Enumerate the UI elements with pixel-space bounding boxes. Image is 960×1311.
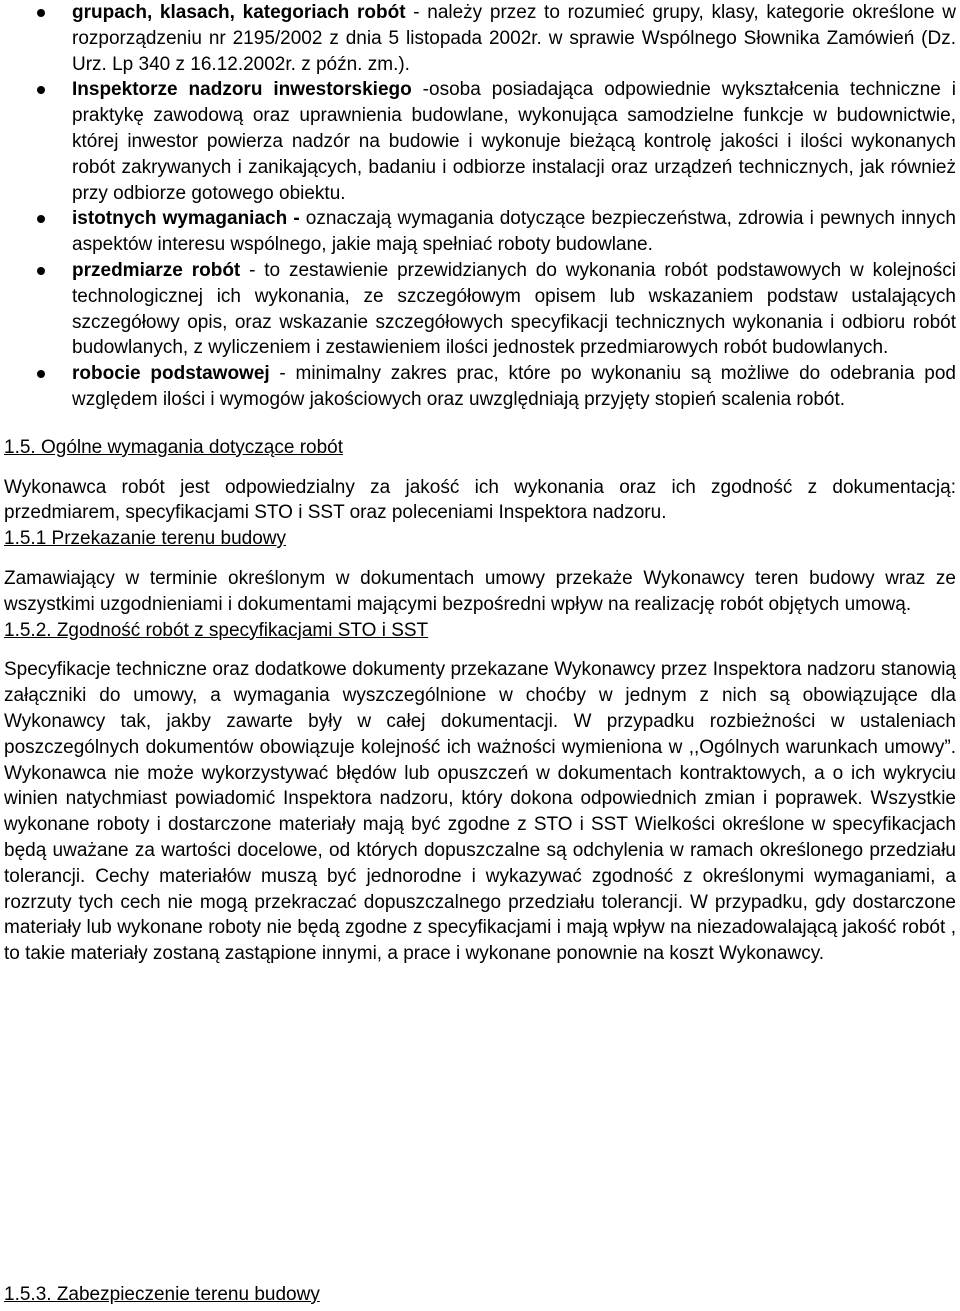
definitions-list — [4, 0, 956, 413]
section-body-1-5: Wykonawca robót jest odpowiedzialny za jakość ich wykonania oraz ich zgodność z dokumentacją: przedmiarem, specyfikacjami STO i SST oraz poleceniami Inspektora nadzoru. — [4, 476, 956, 524]
bullet-icon — [37, 86, 45, 94]
section-body-1-5-2: Specyfikacje techniczne oraz dodatkowe dokumenty przekazane Wykonawcy przez Inspektora nadzoru stanowią załączniki do umowy, a wymagania wyszczególnione w choćby w jednym z nich są obowiązujące dla Wykonawcy tak, jakby zawarte były w całej dokumentacji. W przypadku rozbieżności w ustaleniach poszczególnych dokumentów obowiązuje kolejność ich ważności wymieniona w ,,Ogólnych warunkach umowy”. Wykonawca nie może wykorzystywać błędów lub opuszczeń w dokumentach kontraktowych, a o ich wykryciu winien natychmiast powiadomić Inspektora nadzoru, który dokona odpowiednich zmian i poprawek. Wszystkie wykonane roboty i dostarczone materiały mają być zgodne z STO i SST Wielkości określone w specyfikacjach będą uważane za wartości docelowe, od których dopuszczalne są odchylenia w ramach określonego przedziału tolerancji. Cechy materiałów muszą być jednorodne i wykazywać zgodność z określonymi wymaganiami, a rozrzuty tych cech nie mogą przekraczać dopuszczalnego przedziału tolerancji. W przypadku, gdy dostarczone materiały lub wykonane roboty nie będą zgodne z specyfikacjami i mają wpływ na niezadowalającą jakość robót , to takie materiały zostaną zastąpione innymi, a prace i wykonane ponownie na koszt Wykonawcy. — [4, 659, 956, 965]
definition-term: przedmiarze robót — [72, 259, 241, 281]
definition-text: oznaczają wymagania dotyczące bezpieczeństwa, zdrowia i pewnych innych aspektów interesu wspólnego, jakie mają spełniać roboty budowlane. — [72, 208, 956, 256]
definition-item — [4, 258, 956, 361]
bullet-icon — [37, 370, 45, 378]
definition-text: - minimalny zakres prac, które po wykonaniu są możliwe do odebrania pod względem ilości i wymogów jakościowych oraz uwzględniają przyjęty stopień scalenia robót. — [72, 363, 956, 410]
section-body-1-5-1: Zamawiający w terminie określonym w dokumentach umowy przekaże Wykonawcy teren budowy wraz ze wszystkimi uzgodnieniami i dokumentami mającymi bezpośredni wpływ na realizację robót objętych umową. — [4, 567, 956, 615]
definition-item — [4, 206, 956, 258]
section-heading-1-5-1: 1.5.1 Przekazanie terenu budowy — [4, 528, 287, 550]
definition-term: istotnych wymaganiach - — [72, 208, 300, 230]
bullet-icon — [37, 215, 45, 223]
definition-text: -osoba posiadająca odpowiednie wykształcenia techniczne i praktykę zawodową oraz uprawnienia budowlane, wykonująca samodzielne funkcje w budownictwie, której inwestor powierza nadzór na budowie i wykonuje bieżącą kontrolę jakości i ilości wykonanych robót zakrywanych i zanikających, badaniu i odbiorze instalacji oraz urządzeń technicznych, jak również przy odbiorze gotowego obiektu. — [72, 79, 956, 204]
bullet-icon — [37, 9, 45, 17]
definition-term: Inspektorze nadzoru inwestorskiego — [72, 79, 412, 101]
definition-item — [4, 361, 956, 413]
section-heading-1-5: 1.5. Ogólne wymagania dotyczące robót — [4, 436, 344, 458]
definition-item — [4, 77, 956, 206]
definition-item — [4, 0, 956, 77]
bullet-icon — [37, 267, 45, 275]
definition-text: - to zestawienie przewidzianych do wykonania robót podstawowych w kolejności technologicznej ich wykonania, ze szczegółowym opisem lub wskazaniem podstaw ustalających szczegółowy opis, oraz wskazanie szczegółowych specyfikacji technicznych wykonania i odbioru robót budowlanych, z wyliczeniem i zestawieniem ilości jednostek przedmiarowych robót budowlanych. — [72, 259, 956, 359]
section-heading-1-5-2: 1.5.2. Zgodność robót z specyfikacjami STO i SST — [4, 619, 429, 641]
section-heading-1-5-3: 1.5.3. Zabezpieczenie terenu budowy — [4, 1284, 320, 1305]
definition-term: grupach, klasach, kategoriach robót — [72, 2, 406, 23]
definition-text: - należy przez to rozumieć grupy, klasy, kategorie określone w rozporządzeniu nr 2195/2002 z dnia 5 listopada 2002r. w sprawie Wspólnego Słownika Zamówień (Dz. Urz. Lp 340 z 16.12.2002r. z późn. zm.). — [72, 2, 956, 75]
definition-term: robocie podstawowej — [72, 363, 270, 385]
document-page — [4, 0, 956, 967]
